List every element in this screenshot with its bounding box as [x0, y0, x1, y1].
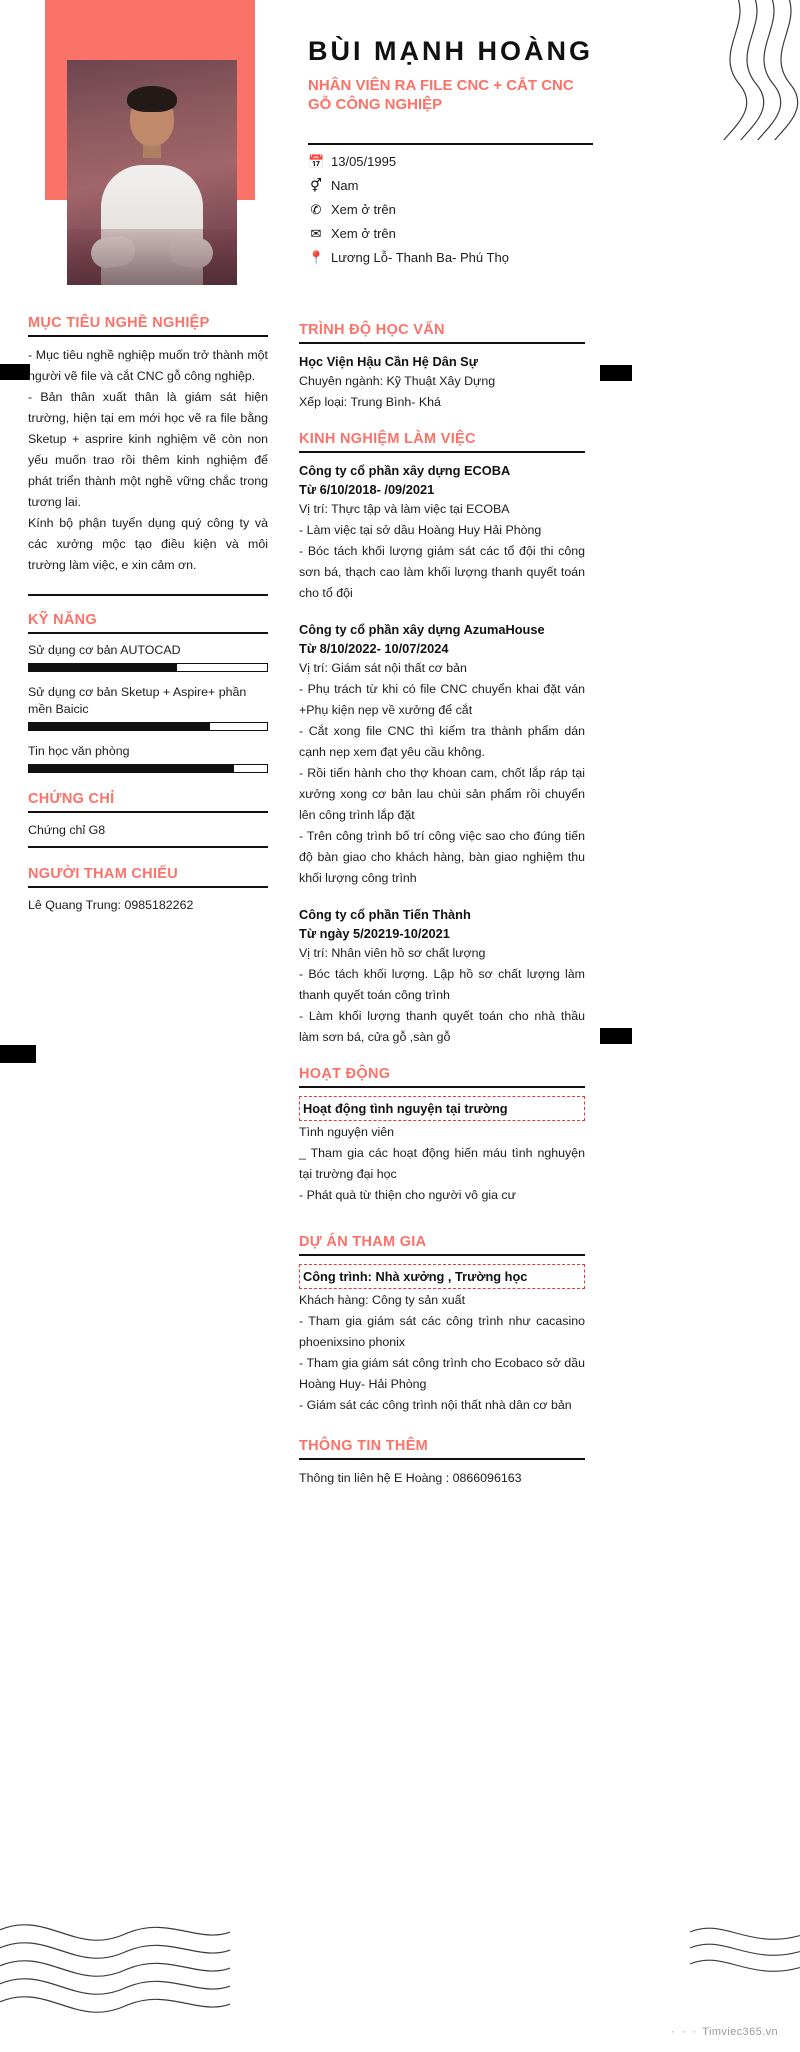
experience-detail: Vị trí: Giám sát nội thất cơ bản — [299, 661, 467, 675]
divider — [299, 1458, 585, 1460]
section-additional-info — [299, 1438, 585, 1489]
objective-body — [28, 345, 268, 576]
contact-value-email: Xem ở trên — [331, 226, 396, 241]
decorative-wave-bottom-right — [680, 1922, 800, 1992]
divider — [28, 335, 268, 337]
contact-value-birthday: 13/05/1995 — [331, 154, 397, 169]
contact-value-gender: Nam — [331, 178, 359, 193]
skill-item — [28, 684, 268, 731]
section-title-skills: KỸ NĂNG — [28, 612, 97, 628]
footer-dots: · · · — [671, 2026, 699, 2038]
activity-entry — [299, 1096, 585, 1206]
activity-detail: Tình nguyện viên — [299, 1125, 395, 1139]
skill-item — [28, 743, 268, 773]
section-projects — [299, 1234, 585, 1416]
redaction-mark — [600, 1028, 632, 1044]
activity-detail: - Phát quà từ thiện cho người vô gia cư — [299, 1188, 516, 1202]
divider — [28, 632, 268, 634]
contact-item-address — [308, 250, 593, 266]
divider — [299, 451, 585, 453]
skill-label: Sử dụng cơ bản AUTOCAD — [28, 643, 181, 657]
decorative-wave-bottom-left — [0, 1912, 230, 2032]
experience-period: Từ 8/10/2022- 10/07/2024 — [299, 641, 449, 656]
experience-company: Công ty cổ phần xây dựng ECOBA — [299, 463, 511, 478]
experience-detail: - Làm việc tại sở dầu Hoàng Huy Hải Phòng — [299, 523, 542, 537]
divider — [28, 811, 268, 813]
education-detail: Xếp loại: Trung Bình- Khá — [299, 395, 441, 409]
experience-company: Công ty cổ phần xây dựng AzumaHouse — [299, 622, 545, 637]
section-references — [28, 866, 268, 921]
section-title-references: NGƯỜI THAM CHIẾU — [28, 866, 179, 882]
contact-item-phone — [308, 202, 593, 218]
section-title-additional-info: THÔNG TIN THÊM — [299, 1438, 429, 1454]
reference-item: Lê Quang Trung: 0985182262 — [28, 898, 194, 912]
divider — [299, 342, 585, 344]
skill-item — [28, 642, 268, 672]
activity-heading: Hoạt động tình nguyện tại trường — [299, 1096, 585, 1121]
skill-progress-bar — [28, 722, 268, 731]
location-icon: 📍 — [308, 250, 325, 265]
divider — [28, 886, 268, 888]
project-detail: - Tham gia giám sát các công trình như cacasino phoenixsino phonix — [299, 1314, 585, 1349]
objective-paragraph: - Mục tiêu nghề nghiệp muốn trở thành một người vẽ file và cắt CNC gỗ công nghiệp. — [28, 348, 268, 383]
email-icon: ✉ — [310, 226, 322, 241]
project-heading: Công trình: Nhà xưởng , Trường học — [299, 1264, 585, 1289]
divider — [299, 1086, 585, 1088]
calendar-icon: 📅 — [308, 154, 325, 169]
job-title: NHÂN VIÊN RA FILE CNC + CẮT CNC GỖ CÔNG NGHIỆP — [308, 77, 574, 113]
experience-entry — [299, 461, 585, 604]
divider — [299, 1254, 585, 1256]
section-education — [299, 322, 585, 413]
experience-period: Từ 6/10/2018- /09/2021 — [299, 482, 435, 497]
education-entry — [299, 352, 585, 413]
skill-label: Sử dụng cơ bản Sketup + Aspire+ phần mền Baicic — [28, 685, 247, 716]
experience-detail: - Trên công trình bố trí công việc sao cho đúng tiến độ bàn giao cho khách hàng, bàn giao nghiệm thu khối lượng công trình — [299, 829, 585, 885]
section-title-experience: KINH NGHIỆM LÀM VIỆC — [299, 431, 476, 447]
section-title-projects: DỰ ÁN THAM GIA — [299, 1234, 427, 1250]
objective-paragraph: Kính bộ phận tuyển dụng quý công ty và các xưởng mộc tạo điều kiện và môi trường làm việc, e xin cảm ơn. — [28, 516, 268, 572]
left-column — [28, 315, 268, 939]
footer-brand-name: Timviec365.vn — [702, 2026, 778, 2038]
experience-detail: Vị trí: Thực tập và làm việc tại ECOBA — [299, 502, 510, 516]
experience-entry — [299, 620, 585, 889]
redaction-mark — [600, 365, 632, 381]
section-activities — [299, 1066, 585, 1206]
footer-watermark — [671, 2026, 778, 2038]
additional-info-detail: Thông tin liên hệ E Hoàng : 0866096163 — [299, 1471, 522, 1485]
section-objective — [28, 315, 268, 576]
certificate-item: Chứng chỉ G8 — [28, 821, 268, 848]
objective-paragraph: - Bản thân xuất thân là giám sát hiện trường, hiện tại em mới học vẽ ra file bằng Sketup + asprire kinh nghiệm vẽ còn non yếu muốn trao rồi thêm kinh nghiệm để phát triển thành một nghề vững chắc trong tương lai. — [28, 390, 268, 509]
section-title-objective: MỤC TIÊU NGHỀ NGHIỆP — [28, 315, 210, 331]
avatar — [67, 60, 237, 285]
divider — [28, 594, 268, 596]
contact-item-birthday — [308, 154, 593, 170]
gender-icon: ⚥ — [310, 178, 322, 193]
education-school: Học Viện Hậu Cần Hệ Dân Sự — [299, 354, 478, 369]
project-detail: Khách hàng: Công ty sản xuất — [299, 1293, 466, 1307]
skill-progress-bar — [28, 764, 268, 773]
experience-entry — [299, 905, 585, 1048]
experience-detail: - Cắt xong file CNC thì kiểm tra thành phẩm dán cạnh nẹp xem đạt yêu cầu không. — [299, 724, 585, 759]
contact-item-gender — [308, 178, 593, 194]
contact-value-address: Lương Lỗ- Thanh Ba- Phú Thọ — [331, 250, 509, 265]
experience-detail: - Rồi tiến hành cho thợ khoan cam, chốt lắp ráp tại xưởng xong cơ bản lau chùi sản phẩm rồi chuyển lên công trình lắp đặt — [299, 766, 585, 822]
contact-value-phone: Xem ở trên — [331, 202, 396, 217]
experience-detail: - Bóc tách khối lượng. Lập hồ sơ chất lượng làm thanh quyết toán công trình — [299, 967, 585, 1002]
phone-icon: ✆ — [310, 202, 322, 217]
section-skills — [28, 612, 268, 773]
section-certificates — [28, 791, 268, 848]
experience-detail: - Phụ trách từ khi có file CNC chuyển khai đặt ván +Phụ kiện nẹp về xưởng để cắt — [299, 682, 585, 717]
experience-detail: - Làm khối lượng thanh quyết toán cho nhà thầu làm sơn bá, cửa gỗ ,sàn gỗ — [299, 1009, 585, 1044]
experience-detail: Vị trí: Nhân viên hồ sơ chất lượng — [299, 946, 486, 960]
section-title-certificates: CHỨNG CHỈ — [28, 791, 115, 807]
redaction-mark — [0, 1045, 36, 1063]
section-experience — [299, 431, 585, 1048]
education-detail: Chuyên ngành: Kỹ Thuật Xây Dựng — [299, 374, 496, 388]
project-detail: - Giám sát các công trình nội thất nhà dân cơ bản — [299, 1398, 572, 1412]
project-detail: - Tham gia giám sát công trình cho Ecobaco sở dầu Hoàng Huy- Hải Phòng — [299, 1356, 585, 1391]
contact-item-email — [308, 226, 593, 242]
experience-period: Từ ngày 5/20219-10/2021 — [299, 926, 450, 941]
right-column — [299, 322, 585, 1507]
contact-list — [308, 143, 593, 274]
skill-label: Tin học văn phòng — [28, 744, 130, 758]
activity-detail: _ Tham gia các hoạt động hiến máu tình nghuyện tại trường đại học — [299, 1146, 585, 1181]
section-title-education: TRÌNH ĐỘ HỌC VẤN — [299, 322, 445, 338]
project-entry — [299, 1264, 585, 1416]
section-title-activities: HOẠT ĐỘNG — [299, 1066, 391, 1082]
experience-detail: - Bóc tách khối lượng giám sát các tổ đội thi công sơn bá, thạch cao làm khối lượng thanh quyết toán cho tổ đội — [299, 544, 585, 600]
redaction-mark — [0, 364, 30, 380]
decorative-wave-top-right — [610, 0, 800, 140]
page-title: BÙI MẠNH HOÀNG — [308, 36, 593, 66]
experience-company: Công ty cổ phần Tiến Thành — [299, 907, 471, 922]
skill-progress-bar — [28, 663, 268, 672]
